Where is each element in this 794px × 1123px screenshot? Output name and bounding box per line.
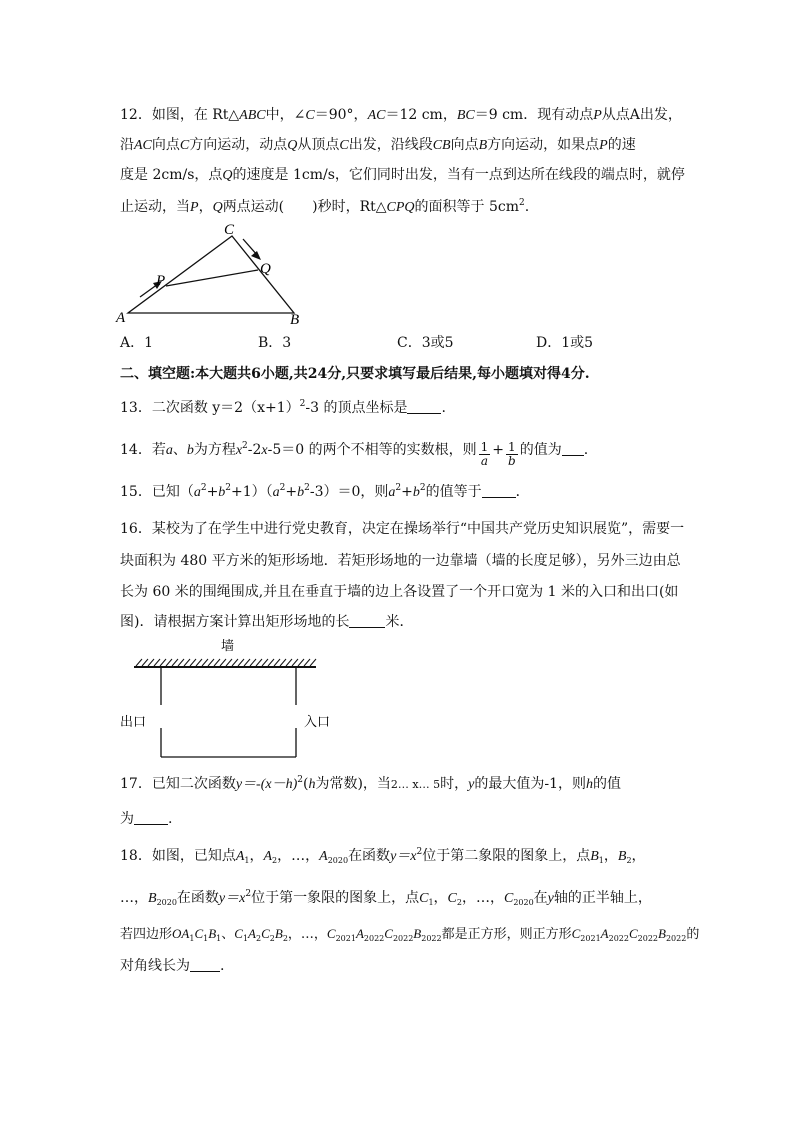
q12-line-3: 度是 2cm/s，点Q的速度是 1cm/s，它们同时出发，当有一点到达所在线段的端点时，就停: [120, 167, 685, 183]
fraction-1-over-b: $\frac{1}{b}$: [508, 440, 516, 468]
section-2-heading: 二、填空题:本大题共6小题,共24分,只要求填写最后结果,每小题填对得4分.: [120, 366, 590, 382]
q12-triangle-figure: [110, 218, 310, 330]
fraction-1-over-a: $\frac{1}{a}$: [480, 440, 489, 468]
q15-line: 15．已知$(a^2+b^2+1)(a^2+b^2-3)=0$，则$a^2+b^2$的值等于 ．: [120, 483, 530, 500]
label-entrance: 入口: [304, 714, 331, 729]
q12-line-2: 沿AC向点C方向运动，动点Q从顶点C出发，沿线段CB向点B方向运动，如果点P的速: [120, 137, 636, 153]
label-c: C: [224, 222, 235, 238]
q12-line-1: 12．如图，在 Rt△ABC中，∠C＝90°，AC＝12 cm，BC＝9 cm．现有动点P从点A出发，: [120, 107, 682, 123]
q17-line-1: 17．已知二次函数$y=-(x-h)^2(h$为常数)，当2… x… 5时，y的最大值为-1，则h的值: [120, 775, 621, 792]
arrow-q-head: [251, 251, 261, 260]
wall-hatching: [136, 659, 316, 666]
q14-answer-blank[interactable]: [562, 441, 584, 456]
q16-line-3: 长为 60 米的围绳围成,并且在垂直于墙的边上各设置了一个开口宽为 1 米的入口和出口(如: [120, 584, 679, 600]
q16-line-1: 16．某校为了在学生中进行党史教育，决定在操场举行“中国共产党历史知识展览”，需要一: [120, 521, 685, 537]
q12-line-4: 止运动，当P，Q两点运动( )秒时，Rt△CPQ的面积等于 $5cm^2$.: [120, 198, 530, 215]
q16-line-4: 图)．请根据方案计算出矩形场地的长 米．: [120, 614, 414, 630]
q13-line: 13．二次函数 $y=2(x+1)^2-3$ 的顶点坐标是 .: [120, 399, 446, 416]
q18-line-1: 18．如图，已知点$A_1$，$A_2$，…，$A_{2020}$在函数$y=x^2$位于第二象限的图象上，点$B_1$，$B_2$，: [120, 847, 646, 865]
q17-line-2: 为 .: [120, 811, 173, 827]
label-q: Q: [260, 261, 271, 277]
label-exit: 出口: [120, 714, 147, 729]
q14-line: 14．若a、b为方程$x^2-2x-5=0$ 的两个不相等的实数根，则 $\frac{1}{a}$ + $\frac{1}{b}$ 的值为 .: [120, 440, 589, 468]
label-b: B: [290, 312, 300, 328]
q13-answer-blank[interactable]: [407, 399, 441, 414]
q16-wall-figure: [118, 636, 348, 766]
q12-option-b: B．3: [258, 335, 292, 351]
q12-option-a: A．1: [120, 335, 154, 351]
label-a: A: [116, 310, 126, 326]
q16-answer-blank[interactable]: [349, 613, 385, 628]
q12-option-c: C．3或5: [397, 335, 454, 351]
q18-line-4: 对角线长为 .: [120, 958, 225, 974]
q16-line-2: 块面积为 480 平方米的矩形场地．若矩形场地的一边靠墙（墙的长度足够），另外三边由总: [120, 553, 681, 569]
segment-pq: [166, 270, 258, 286]
label-wall: 墙: [221, 638, 235, 653]
q17-answer-blank[interactable]: [134, 810, 168, 825]
q18-line-2: …，$B_{2020}$在函数$y=x^2$位于第一象限的图象上，点$C_1$，$C_2$，…，$C_{2020}$在y轴的正半轴上，: [120, 889, 652, 907]
q15-answer-blank[interactable]: [482, 483, 516, 498]
q18-answer-blank[interactable]: [190, 957, 220, 972]
q12-option-d: D．1或5: [536, 335, 594, 351]
label-p: P: [156, 273, 166, 289]
q18-line-3: 若四边形$OA_1C_1B_1$、$C_1A_2C_2B_2$，…，$C_{2021}A_{2022}C_{2022}B_{2022}$都是正方形，则正方形$C_{2021}A_{2022}C_{2022}B_{2022}$的: [120, 926, 700, 943]
